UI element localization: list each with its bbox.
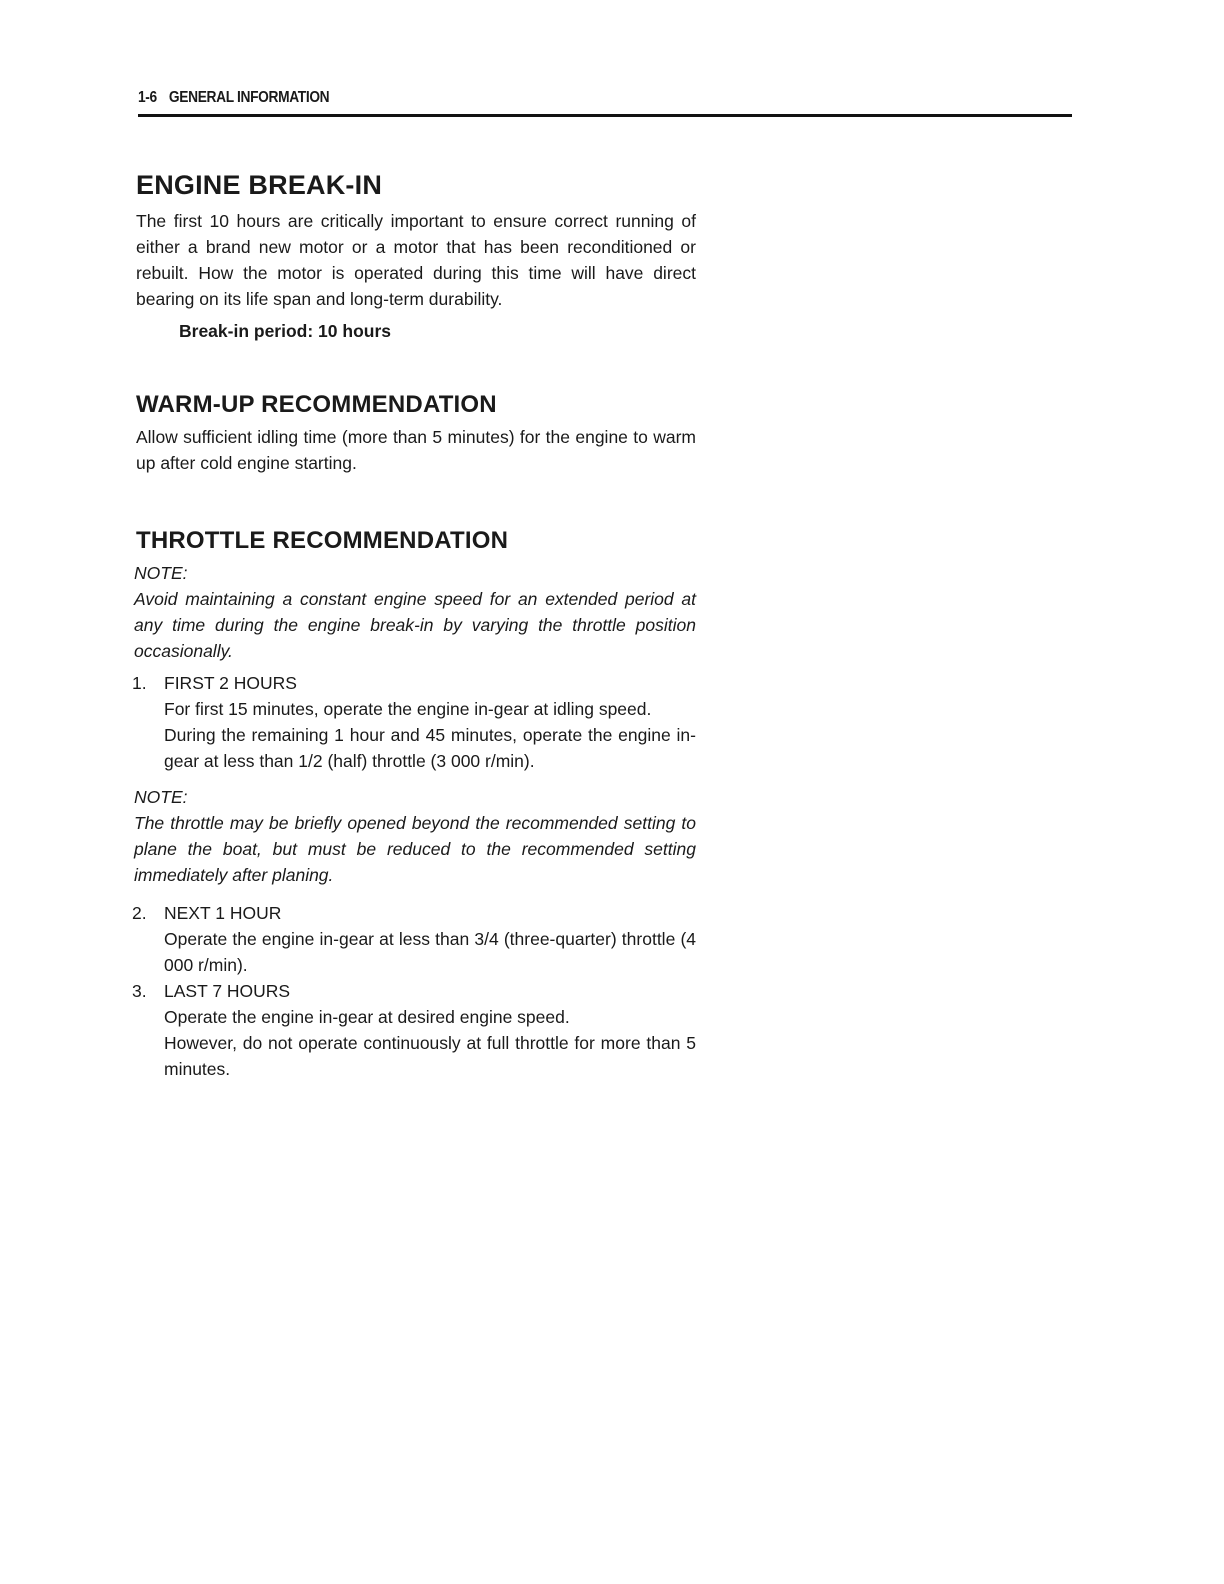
- list-item: [132, 978, 696, 1082]
- step-description: However, do not operate continuously at full throttle for more than 5 minutes.: [164, 1033, 696, 1079]
- step-number: 1.: [132, 673, 147, 693]
- list-item: [132, 900, 696, 978]
- section-title: GENERAL INFORMATION: [168, 89, 330, 106]
- step-number: 3.: [132, 981, 147, 1001]
- page-content: [132, 166, 696, 1082]
- step-description: During the remaining 1 hour and 45 minutes, operate the engine in-gear at less than 1/2 (half) throttle (3 000 r/min).: [164, 725, 696, 771]
- step-title: FIRST 2 HOURS: [164, 673, 297, 693]
- break-in-period-spec: Break-in period: 10 hours: [179, 321, 391, 341]
- note-text: The throttle may be briefly opened beyond the recommended setting to plane the boat, but must be reduced to the recommended setting immediately after planing.: [134, 813, 696, 885]
- throttle-heading: THROTTLE RECOMMENDATION: [136, 527, 509, 554]
- step-title: LAST 7 HOURS: [164, 981, 291, 1001]
- throttle-steps-list: [132, 670, 696, 774]
- page-number: 1-6: [138, 89, 157, 106]
- note-label: NOTE:: [134, 787, 188, 807]
- step-title: NEXT 1 HOUR: [164, 903, 282, 923]
- list-item: [132, 670, 696, 774]
- warm-up-body: Allow sufficient idling time (more than 5 minutes) for the engine to warm up after cold engine starting.: [136, 427, 696, 473]
- step-description: Operate the engine in-gear at less than 3/4 (three-quarter) throttle (4 000 r/min).: [164, 929, 696, 975]
- step-number: 2.: [132, 903, 147, 923]
- throttle-section: [132, 524, 696, 1082]
- throttle-steps-list-continued: [132, 900, 696, 1082]
- page-header: [138, 88, 1072, 117]
- warm-up-section: [132, 388, 696, 476]
- warm-up-heading: WARM-UP RECOMMENDATION: [136, 391, 497, 418]
- step-description: For first 15 minutes, operate the engine in-gear at idling speed.: [164, 699, 652, 719]
- engine-break-in-heading: ENGINE BREAK-IN: [136, 170, 383, 200]
- step-description: Operate the engine in-gear at desired engine speed.: [164, 1007, 570, 1027]
- note-text: Avoid maintaining a constant engine speed for an extended period at any time during the engine break-in by varying the throttle position occasionally.: [134, 589, 696, 661]
- engine-break-in-section: [132, 166, 696, 344]
- note-label: NOTE:: [134, 563, 188, 583]
- header-text: [138, 88, 329, 108]
- engine-break-in-body: The first 10 hours are critically important to ensure correct running of either a brand new motor or a motor that has been reconditioned or rebuilt. How the motor is operated during this time will have direct bearing on its life span and long-term durability.: [136, 211, 696, 309]
